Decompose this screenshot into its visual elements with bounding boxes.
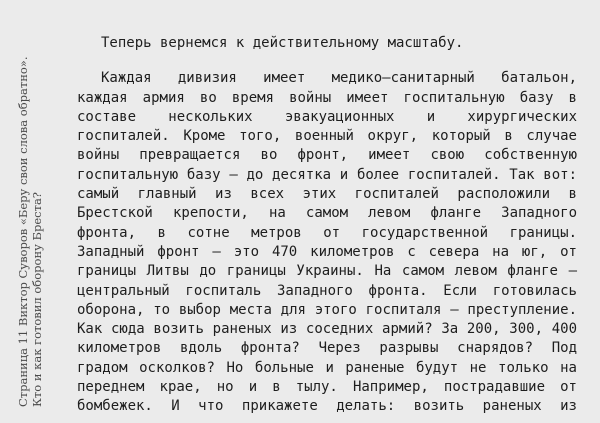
running-header-text — [16, 15, 44, 407]
paragraph-line: Каждая дивизия имеет медико–санитарный батальон, — [101, 70, 577, 87]
paragraph-line: войны превращается во фронт, имеет свою собственную — [77, 147, 577, 164]
paragraph — [77, 69, 577, 416]
paragraph-line: фронта, в сотне метров от государственной границы. — [77, 224, 577, 241]
paragraph-line: Как сюда возить раненых из соседних армий? За 200, 300, 400 — [77, 321, 577, 338]
lead-sentence: Теперь вернемся к действительному масштабу. — [101, 35, 464, 51]
paragraph-line: переднем крае, но и в тылу. Например, пострадавшие от — [77, 379, 577, 396]
paragraph-line: госпитальную базу – до десятка и более госпиталей. Так вот: — [77, 166, 577, 183]
running-header-line-2: Кто и как готовил оборону Бреста? — [30, 192, 44, 407]
paragraph-line: километров вдоль фронта? Через разрывы снарядов? Под — [77, 340, 577, 357]
paragraph-line: Западный фронт – это 470 километров с севера на юг, от — [77, 243, 577, 260]
paragraph-line: бомбежек. И что прикажете делать: возить раненых из — [77, 398, 577, 415]
running-header-line-1: Страница 11 Виктор Суворов «Беру свои слова обратно». — [16, 56, 30, 407]
paragraph-line: госпиталей. Кроме того, военный округ, который в случае — [77, 128, 577, 145]
paragraph-line: градом осколков? Но больные и раненые будут не только на — [77, 359, 577, 376]
paragraph-line: Брестской крепости, на самом левом фланге Западного — [77, 205, 577, 222]
paragraph-line: центральный госпиталь Западного фронта. Если готовилась — [77, 282, 577, 299]
paragraph-line: границы Литвы до границы Украины. На самом левом фланге – — [77, 263, 578, 280]
paragraph-line: самый главный из всех этих госпиталей расположили в — [77, 186, 577, 203]
body-text — [77, 34, 577, 417]
running-header-vertical — [0, 0, 60, 423]
paragraph-line: составе нескольких эвакуационных и хирургических — [77, 108, 577, 125]
paragraph-line: каждая армия во время войны имеет госпитальную базу в — [77, 89, 577, 106]
paragraph-line: оборона, то выбор места для этого госпиталя – преступление. — [77, 301, 577, 318]
